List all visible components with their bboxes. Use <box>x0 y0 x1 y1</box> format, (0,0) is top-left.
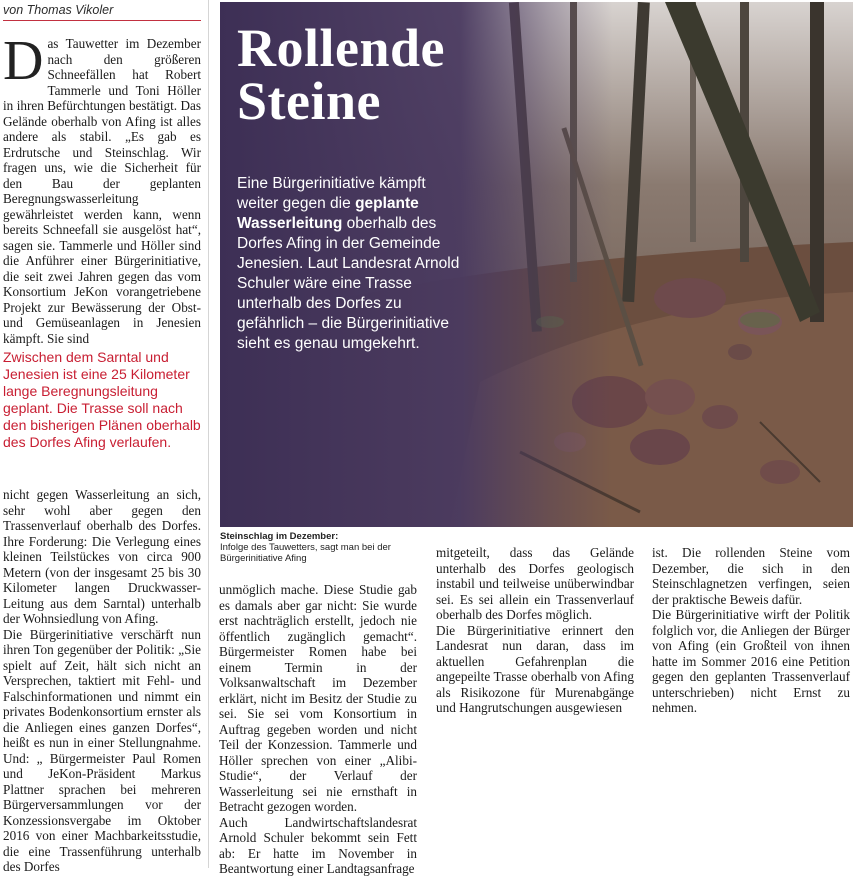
paragraph: Die Bürgerinitiative verschärft nun ihren Ton gegenüber der Politik: „Sie spielt auf Zeit, hält sich nicht an Versprechen, taktiert mit Fehl- und Falschinformationen und nimmt ein privates Bodenkonsortium ernster als die Anliegen eines ganzen Dorfes“, heißt es nun in einer Stellungnahme. Und: „ Bürgermeister Paul Romen und JeKon-Präsident Markus Plattner sprachen bei mehreren Bürgerversammlungen vor der Konzessionsvergabe im Oktober 2016 von einer Machbarkeitsstudie, die eine Trassenführung unterhalb des Dorfes <box>3 626 201 874</box>
paragraph: as Tauwetter im Dezember nach den größeren Schneefällen hat Robert Tammerle und Toni Höller in ihren Befürchtungen bestätigt. Das Gelände oberhalb von Afing ist alles andere als stabil. „Es gab es Erdrutsche und Steinschlag. Wir fragen uns, wie die Sicherheit für den Bau der geplanten Beregnungswasserleitung gewährleistet werden kann, wenn bereits Schneefall sie ausgelöst hat“, sagen sie. Tammerle und Höller sind die Anführer einer Bürgerinitiative, die seit zwei Jahren gegen das vom Konsortium JeKon vorangetriebene Projekt zur Bewässerung der Obst-und Gemüseanlagen in Jenesien kämpft. Sie sind <box>3 36 201 346</box>
article-column-4 <box>652 545 850 716</box>
paragraph: ist. Die rollenden Steine vom Dezember, die sich in den Steinschlagnetzen verfingen, seien der praktische Beweis dafür. <box>652 545 850 607</box>
intro-text-start: Eine Bürgerinitiative kämpft weiter gegen die <box>237 175 426 212</box>
drop-cap: D <box>3 30 44 92</box>
paragraph: Auch Landwirtschaftslandesrat Arnold Schuler bekommt sein Fett ab: Er hatte im November in Beantwortung einer Landtagsanfrage <box>219 814 417 876</box>
paragraph: Die Bürgerinitiative erinnert den Landesrat nun daran, dass im aktuellen Gefahrenplan die angepeilte Trasse oberhalb von Afing als Risikozone für Murenabgänge und Hangrutschungen ausgewiesen <box>436 622 634 715</box>
column-divider <box>208 0 209 868</box>
paragraph: unmöglich mache. Diese Studie gab es damals aber gar nicht: Sie wurde erst nachträglich erstellt, jedoch nie öffentlich zugänglich gemacht“. Bürgermeister Romen habe bei einem Termin in der Volksanwaltschaft im Dezember erklärt, nicht im Besitz der Studie zu sei. Sie sei vom Konsortium in Auftrag gegeben worden und nicht Teil der Konzession. Tammerle und Höller sprechen von einer „Alibi-Studie“, der Verlauf der Wasserleitung sei nie ernsthaft in Betracht gezogen worden. <box>219 582 417 814</box>
paragraph: nicht gegen Wasserleitung an sich, sehr wohl aber gegen den Trassenverlauf oberhalb des Dorfes. Ihre Forderung: Die Verlegung eines kleinen Teilstückes von circa 900 Metern (von der insgesamt 25 bis 30 Kilometer langen Druckwasser-Leitung aus dem Sarntal) unterhalb der Wohnsiedlung von Afing. <box>3 487 201 626</box>
intro-highlight: geplante Wasserleitung <box>237 195 419 232</box>
caption-text: Infolge des Tauwetters, sagt man bei der Bürgerinitiative Afing <box>220 542 391 564</box>
paragraph: Die Bürgerinitiative wirft der Politik folglich vor, die Anliegen der Bürger von Afing (ein Großteil von ihnen hatte im Sommer 2016 eine Petition gegen den geplanten Trassenverlauf unterschrieben) nicht Ernst zu nehmen. <box>652 607 850 715</box>
paragraph: mitgeteilt, dass das Gelände unterhalb des Dorfes geologisch instabil und teilweise unüberwindbar sei. Es sei allein ein Trassenverlauf oberhalb des Dorfes möglich. <box>436 545 634 622</box>
headline-line-2: Steine <box>237 71 381 131</box>
caption-title: Steinschlag im Dezember: <box>220 531 339 542</box>
photo-caption <box>220 531 425 564</box>
author-byline: von Thomas Vikoler <box>3 3 201 21</box>
intro-teaser <box>237 174 467 354</box>
headline-line-1: Rollende <box>237 18 446 78</box>
article-column-3 <box>436 545 634 716</box>
headline <box>237 18 446 131</box>
article-column-1-top <box>3 30 201 346</box>
article-column-2 <box>219 582 417 877</box>
pull-quote: Zwischen dem Sarntal und Jenesien ist eine 25 Kilometer lange Beregnungsleitung geplant. Die Trasse soll nach den bisherigen Plänen oberhalb des Dorfes Afing verlaufen. <box>3 349 201 450</box>
article-column-1-bottom <box>3 487 201 875</box>
intro-text-end: oberhalb des Dorfes Afing in der Gemeinde Jenesien. Laut Landesrat Arnold Schuler wäre eine Trasse unterhalb des Dorfes zu gefährlich – die Bürgerinitiative sieht es genau umgekehrt. <box>237 215 460 352</box>
